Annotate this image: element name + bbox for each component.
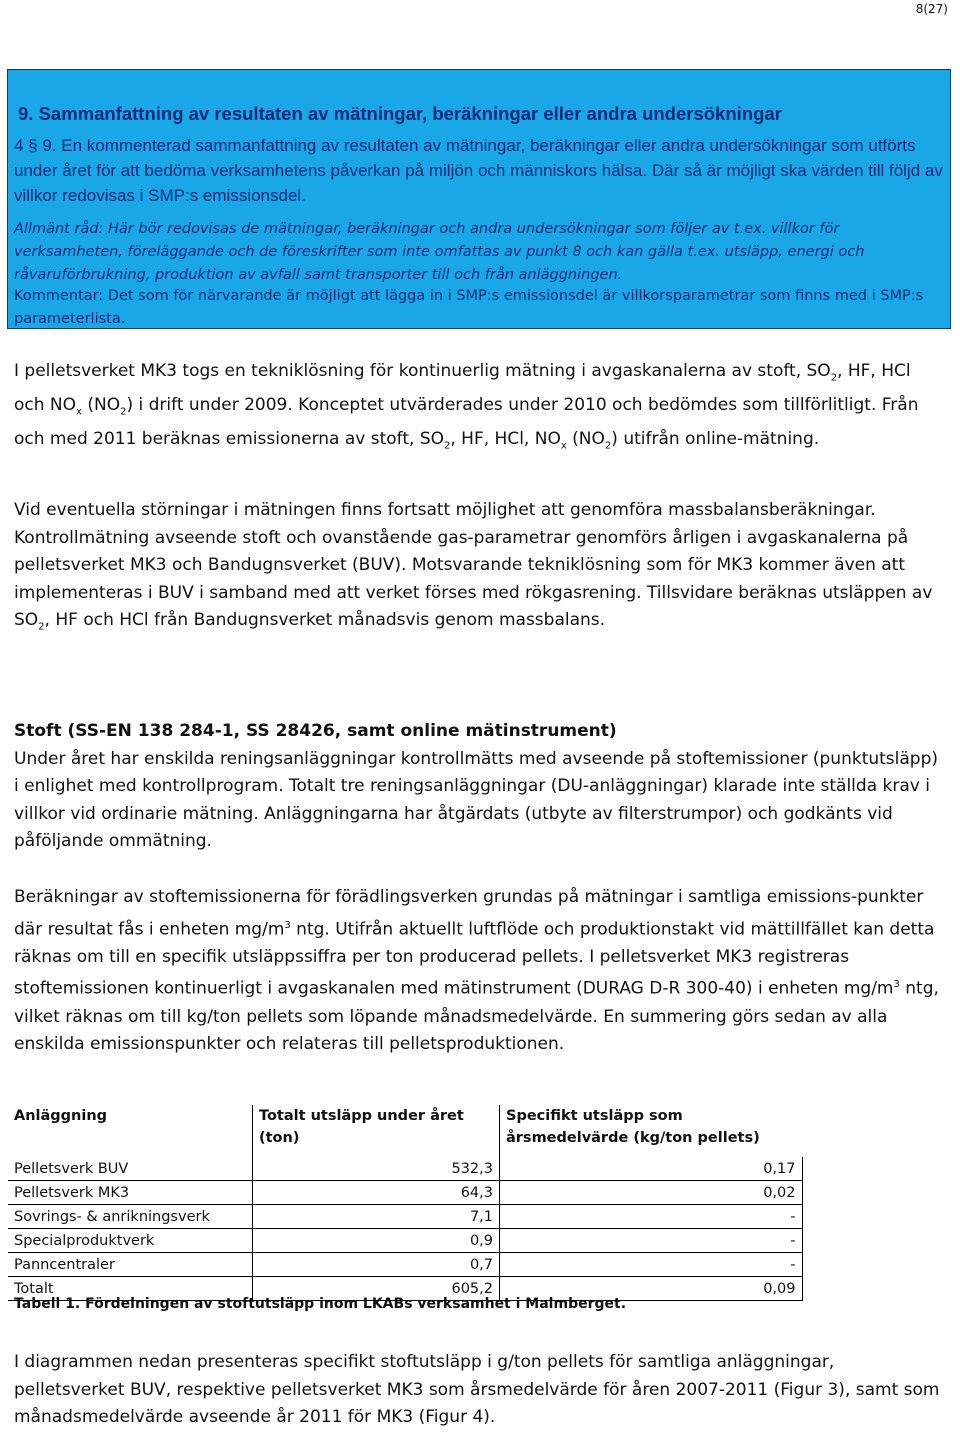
header-specific: Specifikt utsläpp som årsmedelvärde (kg/ton pellets) bbox=[500, 1105, 803, 1157]
stoft-text: Under året har enskilda reningsanläggningar kontrollmätts med avseende på stoftemissioner (punktutsläpp) i enlighet med kontrollprogram. Totalt tre reningsanläggningar (DU-anläggningar) klarade inte ställda krav i villkor vid ordinarie mätning. Anläggningarna har åtgärdats (utbyte av filterstrumpor) och godkänts vid påföljande ommätning. bbox=[14, 748, 939, 852]
table-row: Pelletsverk BUV 532,3 0,17 bbox=[8, 1157, 802, 1181]
stoft-section bbox=[14, 718, 946, 856]
section-heading: 9. Sammanfattning av resultaten av mätningar, beräkningar eller andra undersökningar bbox=[18, 103, 782, 124]
header-total: Totalt utsläpp under året (ton) bbox=[253, 1105, 500, 1157]
table-row: Specialproduktverk 0,9 - bbox=[8, 1229, 802, 1253]
paragraph-measurement: I pelletsverket MK3 togs en tekniklösning för kontinuerlig mätning i avgaskanalerna av stoft, $SO_2$, HF, HCl och $NO_x$ $(NO_2)$ i drift under 2009. Konceptet utvärderades under 2010 och bedömdes som tillförlitligt. Från och med 2011 beräknas emissionerna av stoft, $SO_2$, HF, HCl, $NO_x$ $(NO_2)$ utifrån online-mätning. bbox=[14, 361, 919, 452]
table-row: Panncentraler 0,7 - bbox=[8, 1253, 802, 1277]
paragraph-calculations: Beräkningar av stoftemissionerna för förädlingsverken grundas på mätningar i samtliga emissions-punkter där resultat fås i enheten $mg/m^3$ ntg. Utifrån aktuellt luftflöde och produktionstakt vid mättillfället kan detta räknas om till en specifik utsläppssiffra per ton producerad pellets. I pelletsverket MK3 registreras stoftemissionen kontinuerligt i avgaskanalen med mätinstrument (DURAG D-R 300-40) i enheten $mg/m^3$ ntg, vilket räknas om till kg/ton pellets som löpande månadsmedelvärde. En summering görs sedan av alla enskilda emissionspunkter och relateras till pelletsproduktionen. bbox=[14, 887, 939, 1055]
table-row: Sovrings- & anrikningsverk 7,1 - bbox=[8, 1205, 802, 1229]
paragraph-diagrams: I diagrammen nedan presenteras specifikt stoftutsläpp i g/ton pellets för samtliga anläggningar, pelletsverket BUV, respektive pelletsverket MK3 som årsmedelvärde för åren 2007-2011 (Figur 3), samt som månadsmedelvärde avseende år 2011 för MK3 (Figur 4). bbox=[14, 1352, 940, 1428]
stoft-heading: Stoft (SS-EN 138 284-1, SS 28426, samt online mätinstrument) bbox=[14, 721, 617, 741]
comment-text: Kommentar: Det som för närvarande är möjligt att lägga in i SMP:s emissionsdel är villkorsparametrar som finns med i SMP:s parameterlista. bbox=[14, 288, 924, 327]
emissions-table bbox=[8, 1105, 803, 1301]
general-advice: Allmänt råd: Här bör redovisas de mätningar, beräkningar och andra undersökningar som följer av t.ex. villkor för verksamheten, föreläggande och de föreskrifter som inte omfattas av punkt 8 och kan gälla t.ex. utsläpp, energi och råvaruförbrukning, produktion av avfall samt transporter till och från anläggningen. bbox=[14, 221, 865, 283]
requirement-text: 4 § 9. En kommenterad sammanfattning av resultaten av mätningar, beräkningar eller andra undersökningar som utförts under året för att bedöma verksamhetens påverkan på miljön och människors hälsa. Där så är möjligt ska värden till följd av villkor redovisas i SMP:s emissionsdel. bbox=[14, 136, 943, 205]
table-row: Pelletsverk MK3 64,3 0,02 bbox=[8, 1181, 802, 1205]
page-number: 8(27) bbox=[915, 2, 948, 16]
table-header-row bbox=[8, 1105, 802, 1157]
paragraph-disturbances: Vid eventuella störningar i mätningen finns fortsatt möjlighet att genomföra massbalansberäkningar. Kontrollmätning avseende stoft och ovanstående gas-parametrar genomförs årligen i avgaskanalerna på pelletsverket MK3 och Bandugnsverket (BUV). Motsvarande tekniklösning som för MK3 kommer även att implementeras i BUV i samband med att verket förses med rökgasrening. Tillsvidare beräknas utsläppen av $SO_2$, HF och HCl från Bandugnsverket månadsvis genom massbalans. bbox=[14, 500, 933, 633]
header-facility: Anläggning bbox=[14, 1108, 108, 1124]
table-row-total: Totalt 605,2 0,09 bbox=[8, 1277, 802, 1301]
table-caption: Tabell 1. Fördelningen av stoftutsläpp inom LKABs verksamhet i Malmberget. bbox=[14, 1296, 627, 1312]
